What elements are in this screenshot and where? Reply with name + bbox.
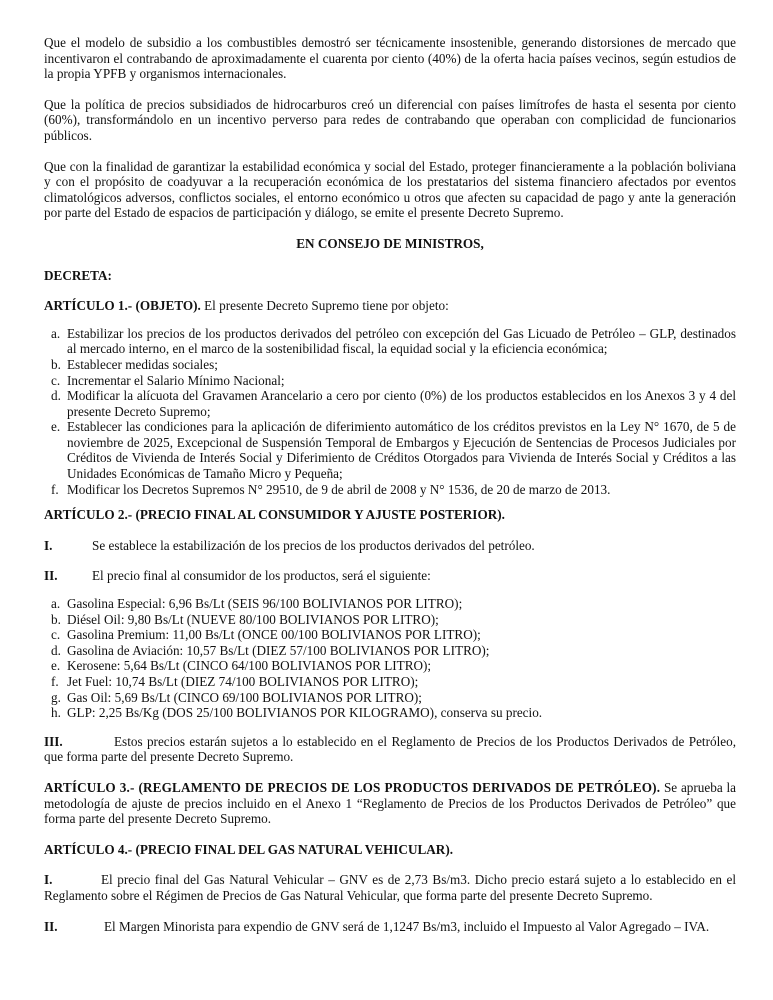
price-item [44, 643, 736, 659]
considerando-1: Que el modelo de subsidio a los combustibles demostró ser técnicamente insostenible, generando distorsiones de mercado que incentivaron el contrabando de aproximadamente el cuarenta por ciento (40%) de la oferta hacia países vecinos, según estudios de la propia YPFB y organismos internacionales. [44, 35, 736, 82]
list-item-mark: h. [51, 705, 61, 721]
article-1-intro-text: El presente Decreto Supremo tiene por objeto: [200, 298, 449, 314]
considerando-3: Que con la finalidad de garantizar la estabilidad económica y social del Estado, proteger financieramente a la población boliviana y con el propósito de coadyuvar a la recuperación económica de los prestatarios del sistema financiero afectados por eventos climatológicos adversos, conflictos sociales, el entorno económico u otros que afecten su capacidad de pago y ante la generación por parte del Estado de espacios de participación y diálogo, se emite el presente Decreto Supremo. [44, 158, 736, 221]
roman-numeral: III. [44, 733, 63, 749]
considerando-2: Que la política de precios subsidiados de hidrocarburos creó un diferencial con países limítrofes de hasta el sesenta por ciento (60%), transformándolo en un incentivo perverso para redes de contrabando que operaban con complicidad de funcionarios públicos. [44, 96, 736, 143]
article-3-text: Se aprueba la metodología de ajuste de precios incluido en el Anexo 1 “Reglamento de Precios de los Productos Derivados de Petróleo” que forma parte del presente Decreto Supremo. [44, 779, 737, 827]
article-1-intro [44, 298, 736, 314]
article-4-paragraph-i [44, 872, 736, 903]
list-item-mark: b. [51, 356, 61, 372]
list-item [44, 482, 736, 498]
list-item-mark: f. [51, 481, 59, 497]
price-item [44, 690, 736, 706]
article-2-paragraph-iii [44, 734, 736, 765]
council-heading: EN CONSEJO DE MINISTROS, [296, 235, 484, 251]
list-item-mark: g. [51, 689, 61, 705]
price-item [44, 674, 736, 690]
paragraph-text: Estos precios estarán sujetos a lo establecido en el Reglamento de Precios de los Productos Derivados de Petróleo, que forma parte del presente Decreto Supremo. [44, 733, 736, 765]
paragraph-text: El precio final al consumidor de los productos, será el siguiente: [92, 568, 431, 584]
paragraph-text: Se establece la estabilización de los precios de los productos derivados del petróleo. [92, 537, 535, 553]
price-text: Gasolina Especial: 6,96 Bs/Lt (SEIS 96/100 BOLIVIANOS POR LITRO); [67, 596, 463, 612]
document-page [44, 35, 736, 949]
list-item-text: Establecer las condiciones para la aplicación de diferimiento automático de los créditos previstos en la Ley N° 1670, de 5 de noviembre de 2025, Excepcional de Suspensión Temporal de Embargos y Ejecución de Sentencias de Procesos Judiciales por Créditos de Vivienda de Interés Social y Diferimiento de Créditos Otorgados para Vivienda de Interés Social y Créditos a las Unidades Económicas de Tamaño Micro y Pequeña; [67, 419, 736, 482]
price-text: Jet Fuel: 10,74 Bs/Lt (DIEZ 74/100 BOLIVIANOS POR LITRO); [67, 674, 419, 689]
article-2-paragraph-i [44, 538, 736, 554]
list-item-text: Establecer medidas sociales; [67, 356, 218, 372]
article-2-heading: ARTÍCULO 2.- (PRECIO FINAL AL CONSUMIDOR Y AJUSTE POSTERIOR). [44, 507, 505, 523]
list-item-mark: f. [51, 674, 59, 689]
paragraph-text: El precio final del Gas Natural Vehicular – GNV es de 2,73 Bs/m3. Dicho precio estará sujeto a lo establecido en el Reglamento sobre el Régimen de Precios de Gas Natural Vehicular, que forma parte del presente Decreto Supremo. [44, 872, 736, 903]
roman-numeral: I. [44, 537, 53, 553]
list-item-mark: e. [51, 419, 61, 435]
decreta-heading: DECRETA: [44, 267, 112, 283]
list-item-mark: a. [51, 325, 61, 341]
list-item [44, 388, 736, 419]
price-item [44, 627, 736, 643]
roman-numeral: I. [44, 872, 53, 888]
price-text: Diésel Oil: 9,80 Bs/Lt (NUEVE 80/100 BOLIVIANOS POR LITRO); [67, 611, 439, 627]
price-text: Kerosene: 5,64 Bs/Lt (CINCO 64/100 BOLIVIANOS POR LITRO); [67, 658, 432, 674]
list-item [44, 357, 736, 373]
article-3-heading: ARTÍCULO 3.- (REGLAMENTO DE PRECIOS DE LOS PRODUCTOS DERIVADOS DE PETRÓLEO). [44, 779, 661, 795]
article-2-paragraph-ii [44, 568, 736, 584]
price-text: Gas Oil: 5,69 Bs/Lt (CINCO 69/100 BOLIVIANOS POR LITRO); [67, 689, 422, 705]
list-item-text: Estabilizar los precios de los productos derivados del petróleo con excepción del Gas Licuado de Petróleo – GLP, destinados al mercado interno, en el marco de la sostenibilidad fiscal, la equidad social y la eficiencia económica; [67, 325, 736, 357]
article-4-heading: ARTÍCULO 4.- (PRECIO FINAL DEL GAS NATURAL VEHICULAR). [44, 841, 454, 857]
price-list [44, 596, 736, 721]
price-item [44, 612, 736, 628]
list-item [44, 419, 736, 481]
price-text: GLP: 2,25 Bs/Kg (DOS 25/100 BOLIVIANOS POR KILOGRAMO), conserva su precio. [67, 705, 543, 721]
price-item [44, 658, 736, 674]
roman-numeral: II. [44, 918, 58, 934]
paragraph-text: El Margen Minorista para expendio de GNV será de 1,1247 Bs/m3, incluido el Impuesto al Valor Agregado – IVA. [104, 918, 710, 934]
list-item-text: Modificar la alícuota del Gravamen Arancelario a cero por ciento (0%) de los productos establecidos en los Anexos 3 y 4 del presente Decreto Supremo; [67, 388, 736, 419]
list-item-text: Incrementar el Salario Mínimo Nacional; [67, 372, 285, 388]
list-item-text: Modificar los Decretos Supremos N° 29510, de 9 de abril de 2008 y N° 1536, de 20 de marzo de 2013. [67, 481, 611, 497]
article-3 [44, 780, 736, 827]
price-text: Gasolina Premium: 11,00 Bs/Lt (ONCE 00/100 BOLIVIANOS POR LITRO); [67, 627, 481, 643]
price-text: Gasolina de Aviación: 10,57 Bs/Lt (DIEZ 57/100 BOLIVIANOS POR LITRO); [67, 642, 490, 658]
list-item-mark: e. [51, 658, 61, 674]
article-1-heading: ARTÍCULO 1.- (OBJETO). [44, 298, 201, 314]
list-item-mark: c. [51, 627, 61, 643]
list-item-mark: c. [51, 372, 61, 388]
article-4-paragraph-ii [44, 919, 736, 935]
list-item-mark: b. [51, 611, 61, 627]
article-1-list [44, 326, 736, 498]
list-item-mark: a. [51, 596, 61, 612]
list-item-mark: d. [51, 388, 61, 404]
roman-numeral: II. [44, 568, 58, 584]
list-item-mark: d. [51, 642, 61, 658]
price-item [44, 596, 736, 612]
price-item [44, 705, 736, 721]
list-item [44, 326, 736, 357]
list-item [44, 373, 736, 389]
